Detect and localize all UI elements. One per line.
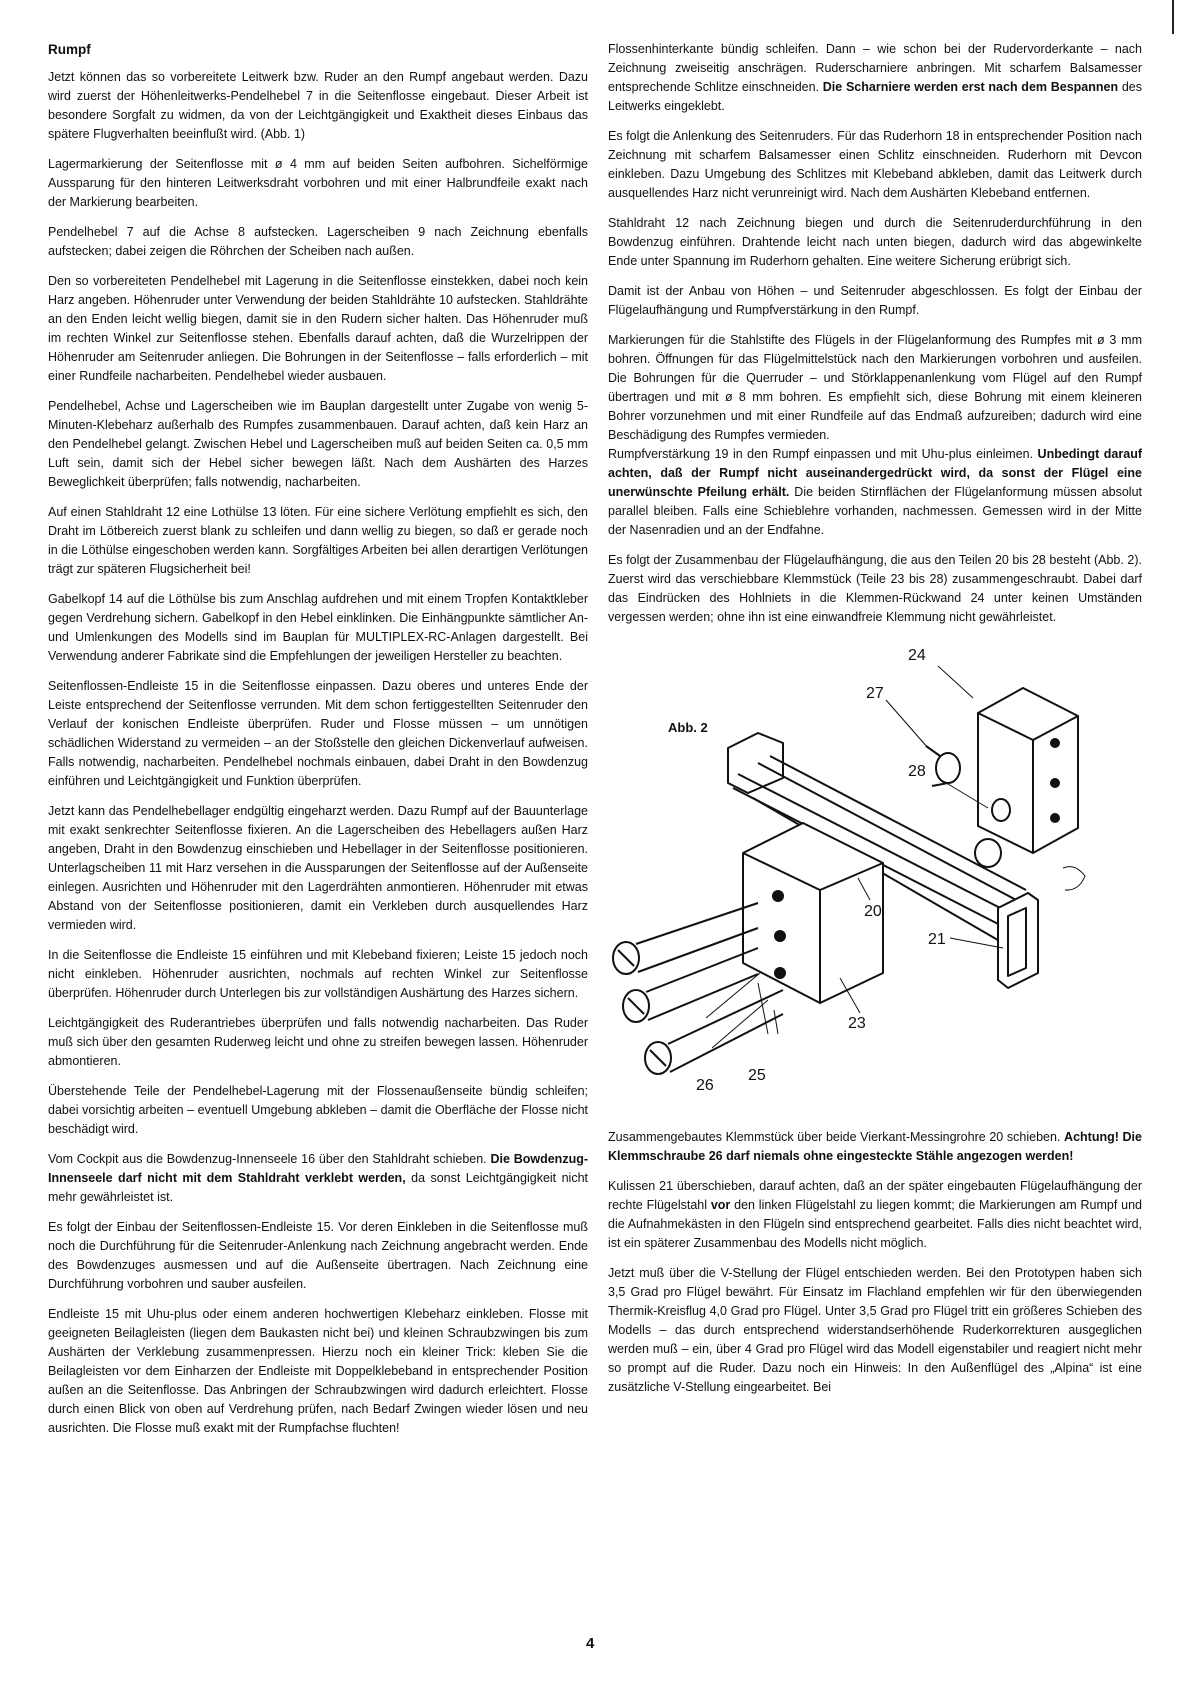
bold-warning: Die Bowdenzug-Innenseele darf nicht mit dem Stahldraht verklebt werden, (48, 1152, 588, 1185)
right-column (608, 40, 1142, 1408)
paragraph: Lagermarkierung der Seitenflosse mit ø 4 mm auf beiden Seiten aufbohren. Sichelförmige Aussparung für den hinteren Leitwerksdraht vorbohren und mit einer Halbrundfeile exakt nach der Markierung bearbeiten. (48, 157, 588, 209)
figure-abb-2 (608, 638, 1142, 1118)
label-26: 26 (696, 1077, 714, 1094)
text-run: den linken Flügelstahl zu liegen kommt; die Markierungen am Rumpf und die Aufnahmekästen in den Flügeln sind entsprechend gearbeitet. Falls dies nicht beachtet wird, ist ein späterer Zusammenbau des Modells nicht möglich. (608, 1198, 1142, 1250)
paragraph: In die Seitenflosse die Endleiste 15 einführen und mit Klebeband fixieren; Leiste 15 jedoch noch nicht einkleben. Höhenruder ausrichten, nochmals auf rechten Winkel zur Seitenflosse überprüfen. Höhenruder durch Unterlegen bis zur vollständigen Aushärtung des Harzes sichern. (48, 948, 588, 1000)
paragraph: Jetzt muß über die V-Stellung der Flügel entschieden werden. Bei den Prototypen haben sich 3,5 Grad pro Flügel bewährt. Für Einsatz im Flachland empfehlen wir für den überwiegenden Thermik-Kreisflug 4,0 Grad pro Flügel. Unter 3,5 Grad pro Flügel tritt ein größeres Schieben des Modells – das durch entsprechend widerstandserhöhende Ruderkorrekturen ausgeglichen werden muß – ein, über 4 Grad pro Flügel wird das Modell eigenstabiler und reagiert nicht mehr so prompt auf die Ruder. Dazu noch ein Hinweis: In den Außenflügel des „Alpina“ ist eine zusätzliche V-Stellung eingearbeitet. Bei (608, 1266, 1142, 1394)
text-run: Rumpfverstärkung 19 in den Rumpf einpassen und mit Uhu-plus einleimen. (608, 447, 1038, 461)
rivet-tube-edge (932, 783, 948, 786)
paragraph: Jetzt können das so vorbereitete Leitwerk bzw. Ruder an den Rumpf angebaut werden. Dazu wird zuerst der Höhenleitwerks-Pendelhebel 7 in die Seitenflosse eingebaut. Dieser Arbeit ist besondere Sorgfalt zu widmen, da von der Leichtgängigkeit und Exaktheit dieses Einbaus das spätere Flugverhalten beeinflußt wird. (Abb. 1) (48, 70, 588, 141)
paragraph: Markierungen für die Stahlstifte des Flügels in der Flügelanformung des Rumpfes mit ø 3 mm bohren. Öffnungen für das Flügelmittelstück nach den Markierungen vorbohren und ausfeilen. Die Bohrungen für die Querruder – und Störklappenanlenkung vom Flügel auf den Rumpf übertragen und mit ø 8 mm bohren. Es empfiehlt sich, diese Bohrung mit einem kleineren Bohrer vorzunehmen und mit einer Rundfeile auf das Endmaß aufzureiben; dadurch wird eine Beschädigung des Rumpfes vermieden. (608, 333, 1142, 442)
paragraph: Den so vorbereiteten Pendelhebel mit Lagerung in die Seitenflosse einstekken, dabei noch kein Harz angeben. Höhenruder unter Verwendung der beiden Stahldrähte 10 aufstecken. Stahldrähte an den Enden leicht wellig biegen, damit sie in den Rudern sicher halten. Das Höhenruder muß im rechten Winkel zur Seitenflosse stehen. Ebenfalls darauf achten, daß die Wurzelrippen der Höhenruder am Seitenruder anliegen. Die Bohrungen in der Seitenflosse – falls erforderlich – mit einer Rundfeile nacharbeiten. Pendelhebel wieder ausbauen. (48, 274, 588, 383)
slide-kulisse (998, 893, 1038, 988)
paragraph-kulissen (608, 1177, 1142, 1253)
figure-title: Abb. 2 (668, 720, 708, 735)
rivet (992, 799, 1010, 821)
paragraph-bowden (48, 1150, 588, 1207)
hole (775, 968, 785, 978)
paragraph: Überstehende Teile der Pendelhebel-Lagerung mit der Flossenaußenseite bündig schleifen; dabei vorsichtig arbeiten – eventuell Umgebung abkleben – damit die Oberfläche der Flosse nicht beschädigt wird. (48, 1084, 588, 1136)
page-number: 4 (586, 1635, 595, 1652)
label-20: 20 (864, 903, 882, 920)
clamp-block (743, 823, 883, 1003)
paragraph-rumpf (608, 445, 1142, 540)
paragraph: Damit ist der Anbau von Höhen – und Seitenruder abgeschlossen. Es folgt der Einbau der Flügelaufhängung und Rumpfverstärkung in den Rumpf. (608, 284, 1142, 317)
paragraph: Auf einen Stahldraht 12 eine Lothülse 13 löten. Für eine sichere Verlötung empfiehlt es sich, den Draht im Lötbereich zuerst blank zu schleifen und dann wellig zu biegen, so daß er gerade noch in die Löthülse eingeschoben werden kann. Sorgfältiges Arbeiten bei allen derartigen Verlötungen trägt zur späteren Flugsicherheit bei! (48, 505, 588, 576)
label-27: 27 (866, 685, 884, 702)
tube-end (975, 839, 1001, 867)
paragraph-hinge (608, 40, 1142, 116)
screw (613, 903, 758, 974)
text-run: da sonst Leichtgängigkeit nicht mehr gewährleistet ist. (48, 1171, 588, 1204)
text-run: Die beiden Stirnflächen der Flügelanformung müssen absolut parallel bleiben. Falls eine Schieblehre vorhanden, nachmessen. Gemessen wird in der Mitte der Nasenradien und an der Endfahne. (608, 485, 1142, 537)
paragraph: Stahldraht 12 nach Zeichnung biegen und durch die Seitenruderdurchführung in den Bowdenzug einführen. Drahtende leicht nach unten biegen, dadurch wird das abgewinkelte Ende unter Spannung im Ruderhorn gehalten. Eine weitere Sicherung erübrigt sich. (608, 216, 1142, 268)
bold-note: Die Scharniere werden erst nach dem Bespannen (822, 80, 1119, 94)
hole (1051, 779, 1059, 787)
paragraph: Jetzt kann das Pendelhebellager endgültig eingeharzt werden. Dazu Rumpf auf der Bauunterlage mit exakt senkrechter Seitenflosse fixieren. An die Lagerscheiben des Hebellagers außen Harz angeben, Draht in den Bowdenzug einschieben und Hebellager in der Seitenflosse positionieren. Unterlagscheiben 11 mit Harz versehen in die Aussparungen der Seitenflosse auf der Außenseite einlegen. Ausrichten und Höhenruder mit den Lagerdrähten anmontieren. Höhenruder mit etwas Abstand von der Seitenflosse positionieren, damit ein Verkleben durch ausquellendes Harz vermieden wird. (48, 804, 588, 932)
section-heading: Rumpf (48, 42, 91, 57)
paragraph: Es folgt die Anlenkung des Seitenruders. Für das Ruderhorn 18 in entsprechender Position nach Zeichnung mit scharfem Balsamesser einen Schlitz einschneiden. Ruderhorn mit Devcon einkleben. Dazu Umgebung des Schlitzes mit Klebeband abkleben, damit das Leitwerk durch ausquellendes Harz nicht verunreinigt wird. Nach dem Aushärten Klebeband entfernen. (608, 129, 1142, 200)
text-run: Flossenhinterkante bündig schleifen. Dann – wie schon bei der Rudervorderkante – nach Zeichnung zweiseitig anschrägen. Ruderscharniere anbringen. Mit scharfem Balsamesser entsprechende Schlitze einschneiden. (608, 42, 1142, 94)
assembly-drawing (608, 638, 1142, 1118)
hole (773, 891, 783, 901)
page-edge-mark (1172, 0, 1174, 34)
label-24: 24 (908, 647, 926, 664)
label-23: 23 (848, 1015, 866, 1032)
label-28: 28 (908, 763, 926, 780)
paragraph: Gabelkopf 14 auf die Löthülse bis zum Anschlag aufdrehen und mit einem Tropfen Kontaktkleber gegen Verdrehung sichern. Gabelkopf in den Hebel einklinken. Die Einhängpunkte sämtlicher An- und Umlenkungen des Modells sind im Bauplan für MULTIPLEX-RC-Anlagen dargestellt. Bei Verwendung anderer Fabrikate sind die Empfehlungen der jeweiligen Hersteller zu beachten. (48, 592, 588, 663)
paragraph: Endleiste 15 mit Uhu-plus oder einem anderen hochwertigen Klebeharz einkleben. Flosse mit geeigneten Beilagleisten (liegen dem Baukasten nicht bei) und kleinen Schraubzwingen bis zum Aushärten der Verklebung zusammenpressen. Hierzu noch ein kleiner Trick: kleben Sie die Beilagleisten vor dem Einharzen der Endleiste mit Doppelklebeband in entsprechender Position außen an die Seitenflosse. Das Anbringen der Schraubzwingen wird dadurch erleichtert. Flosse durch einen Blick von oben auf Verdrehung prüfen, nach Bedarf Zwingen wieder lösen und neu ausrichten. Die Flosse muß exakt mit der Rumpfachse fluchten! (48, 1307, 588, 1435)
text-run: Zusammengebautes Klemmstück über beide Vierkant-Messingrohre 20 schieben. (608, 1130, 1065, 1144)
label-21: 21 (928, 931, 946, 948)
bold-warning: Unbedingt darauf achten, daß der Rumpf nicht auseinandergedrückt wird, da sonst der Flügel eine unerwünschte Pfeilung erhält. (608, 447, 1143, 499)
text-run: Vom Cockpit aus die Bowdenzug-Innenseele 16 über den Stahldraht schieben. (48, 1152, 491, 1166)
back-plate (978, 688, 1078, 853)
paragraph: Pendelhebel 7 auf die Achse 8 aufstecken. Lagerscheiben 9 nach Zeichnung ebenfalls aufstecken; dabei zeigen die Röhrchen der Scheiben nach außen. (48, 225, 588, 258)
paragraph-klemm (608, 1128, 1142, 1166)
paragraph: Es folgt der Einbau der Seitenflossen-Endleiste 15. Vor deren Einkleben in die Seitenflosse muß noch die Durchführung für die Seitenruder-Anlenkung nach Zeichnung angebracht werden. Ende des Bowdenzuges ausmessen und auf die Außenseite übertragen. Nach Zeichnung eine Durchführung vorbohren und sauber ausfeilen. (48, 1220, 588, 1291)
left-column (48, 40, 588, 1449)
bold-word: vor (710, 1198, 731, 1212)
paragraph: Es folgt der Zusammenbau der Flügelaufhängung, die aus den Teilen 20 bis 28 besteht (Abb. 2). Zuerst wird das verschiebbare Klemmstück (Teile 23 bis 28) zusammengeschraubt. Dabei darf das Eindrücken des Hohlniets in die Klemmen-Rückwand 24 unter keinen Umständen vergessen werden; ohne ihn ist eine einwandfreie Klemmung nicht gewährleistet. (608, 553, 1142, 624)
paragraph: Seitenflossen-Endleiste 15 in die Seitenflosse einpassen. Dazu oberes und unteres Ende der Leiste entsprechend der Seitenflosse verrunden. Mit dem schon fertiggestellten Seitenruder den Verlauf der konischen Endleiste überprüfen. Ruder und Flosse müssen – um unnötigen schädlichen Widerstand zu vermeiden – an der Stoßstelle den gleichen Dickenverlauf aufweisen. Falls notwendig, nacharbeiten. Pendelhebel nochmals einbauen, dabei Draht in den Bowdenzug einführen und Leichtgängigkeit und Funktion überprüfen. (48, 679, 588, 788)
bold-warning: Achtung! Die Klemmschraube 26 darf niemals ohne eingesteckte Stähle angezogen werden! (608, 1130, 1142, 1163)
hole (775, 931, 785, 941)
label-25: 25 (748, 1067, 766, 1084)
text-run: des Leitwerks eingeklebt. (608, 80, 1142, 113)
hole (1051, 739, 1059, 747)
text-run: Kulissen 21 überschieben, darauf achten, daß an der später eingebauten Flügelaufhängung der rechte Flügelstahl (608, 1179, 1142, 1212)
hole (1051, 814, 1059, 822)
paragraph: Pendelhebel, Achse und Lagerscheiben wie im Bauplan dargestellt unter Zugabe von wenig 5-Minuten-Klebeharz außerhalb des Rumpfes zusammenbauen. Darauf achten, daß kein Harz an den Pendelhebel gelangt. Zwischen Hebel und Lagerscheiben muß auf beiden Seiten ca. 0,5 mm Luft sein, damit sich der Hebel sicher bewegen läßt. Nach dem Aushärten des Harzes Beweglichkeit überprüfen; falls notwendig, nacharbeiten. (48, 399, 588, 489)
paragraph: Leichtgängigkeit des Ruderantriebes überprüfen und falls notwendig nacharbeiten. Das Ruder muß sich über den gesamten Ruderweg leicht und ohne zu streifen bewegen lassen. Höhenruder abmontieren. (48, 1016, 588, 1068)
